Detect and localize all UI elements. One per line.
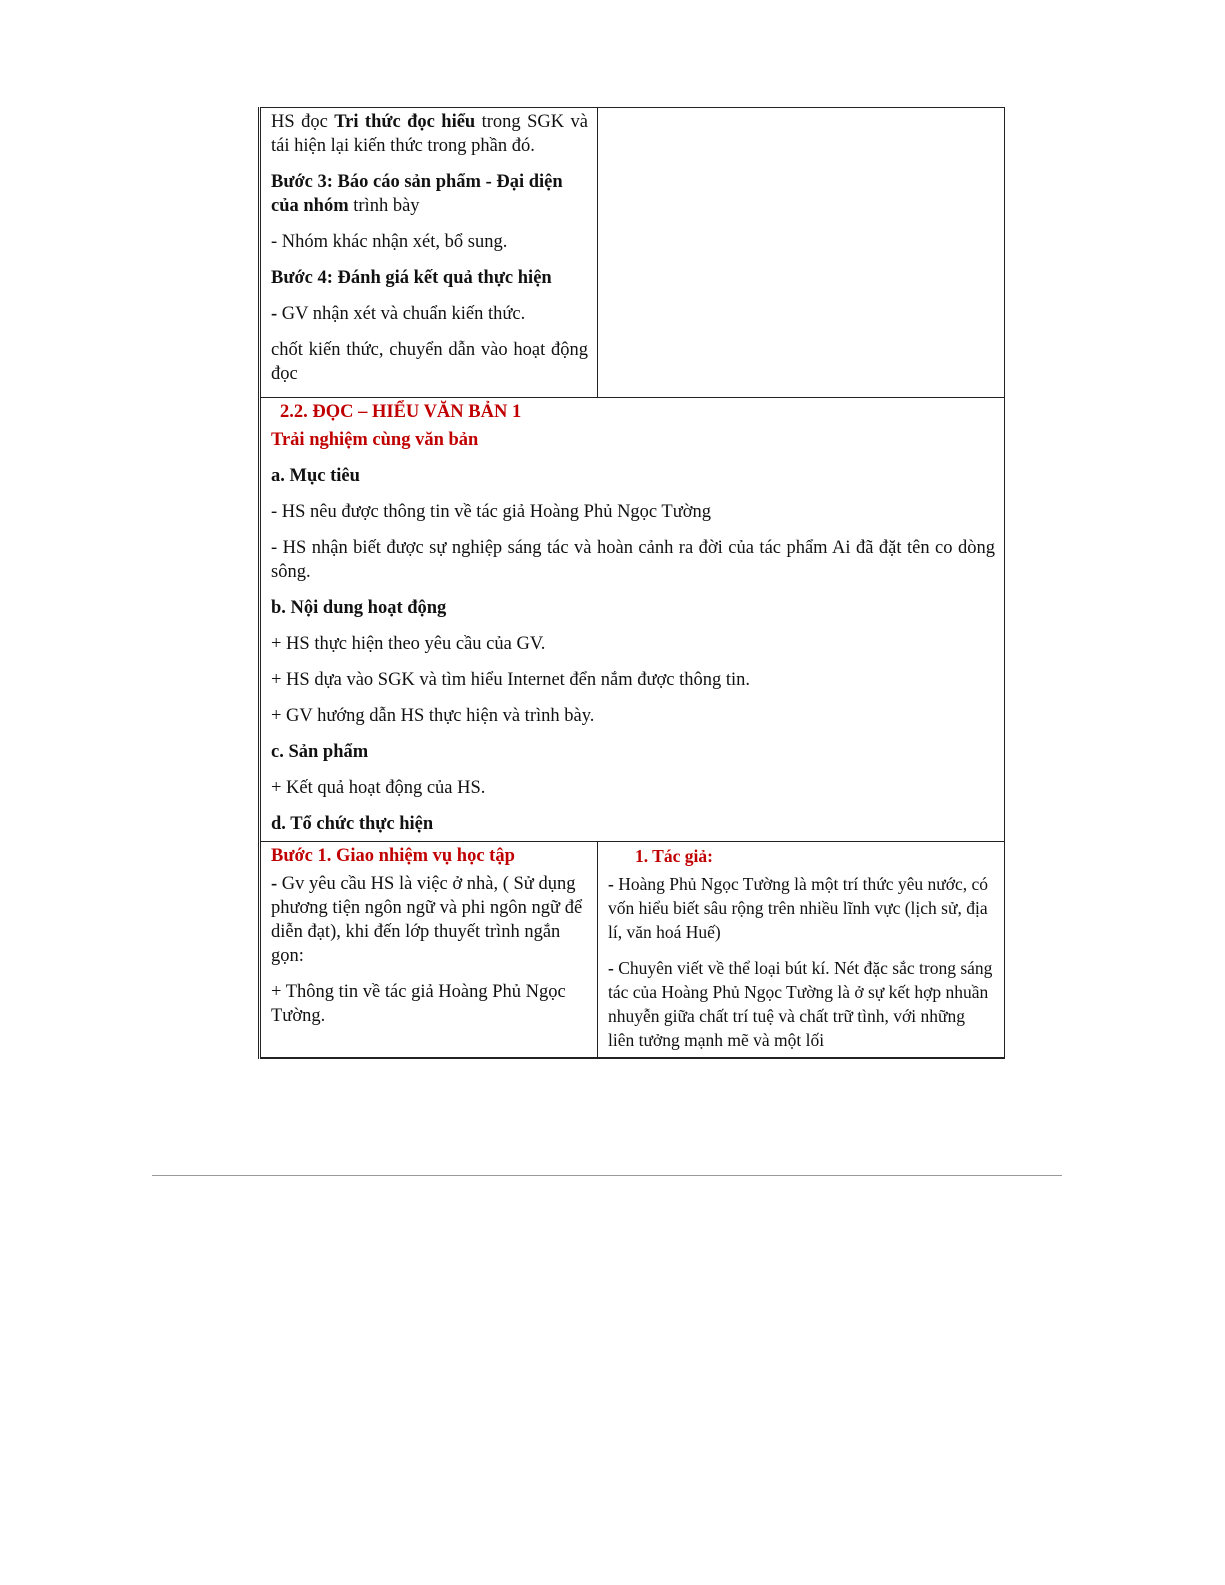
organization-title: d. Tổ chức thực hiện <box>271 814 434 834</box>
section-heading: 2.2. ĐỌC – HIỂU VĂN BẢN 1 <box>280 402 522 422</box>
reading-knowledge-paragraph: HS đọc Tri thức đọc hiểu trong SGK và tái hiện lại kiến thức trong phần đó. <box>271 112 588 156</box>
step-3-note: - Nhóm khác nhận xét, bổ sung. <box>271 232 508 252</box>
table-row <box>260 108 1005 398</box>
result-cell-empty <box>598 108 1005 398</box>
author-paragraph: - Chuyên viết về thể loại bút kí. Nét đặc sắc trong sáng tác của Hoàng Phủ Ngọc Tường là ở sự kết hợp nhuần nhuyễn giữa chất trí tuệ và chất trữ tình, với những liên tưởng mạnh mẽ và một lối <box>608 958 993 1050</box>
activity-cell <box>260 108 598 398</box>
step-4-label: Bước 4: Đánh giá kết quả thực hiện <box>271 268 552 288</box>
lesson-plan-table <box>258 107 1005 1059</box>
author-cell <box>598 842 1005 1059</box>
activity-content-item: + HS dựa vào SGK và tìm hiểu Internet đển nắm được thông tin. <box>271 670 751 690</box>
step-1-title: Bước 1. Giao nhiệm vụ học tập <box>271 846 515 866</box>
objectives-title: a. Mục tiêu <box>271 466 360 486</box>
author-title: 1. Tác giả: <box>635 846 713 866</box>
closing-note: chốt kiến thức, chuyển dẫn vào hoạt động đọc <box>271 340 588 384</box>
activity-content-item: + GV hướng dẫn HS thực hiện và trình bày. <box>271 706 595 726</box>
product-item: + Kết quả hoạt động của HS. <box>271 778 486 798</box>
table-row <box>260 842 1005 1059</box>
step-3-label: Bước 3: Báo cáo sản phẩm - Đại diện của nhóm <box>271 172 563 216</box>
product-title: c. Sản phẩm <box>271 742 369 762</box>
task-item: + Thông tin về tác giả Hoàng Phủ Ngọc Tường. <box>271 982 566 1026</box>
objective-item: - HS nêu được thông tin về tác giả Hoàng Phủ Ngọc Tường <box>271 502 712 522</box>
activity-content-item: + HS thực hiện theo yêu cầu của GV. <box>271 634 546 654</box>
reading-knowledge-term: Tri thức đọc hiểu <box>334 112 476 132</box>
document-page <box>258 107 1005 1059</box>
page-divider <box>152 1175 1062 1176</box>
task-cell <box>260 842 598 1059</box>
step-3-paragraph: Bước 3: Báo cáo sản phẩm - Đại diện của nhóm trình bày <box>271 172 563 216</box>
section-cell <box>260 398 1005 842</box>
task-description: - Gv yêu cầu HS là việc ở nhà, ( Sử dụng phương tiện ngôn ngữ và phi ngôn ngữ để diễn đạt), khi đến lớp thuyết trình ngắn gọn: <box>271 874 583 966</box>
section-subheading: Trải nghiệm cùng văn bản <box>271 430 479 450</box>
activity-content-title: b. Nội dung hoạt động <box>271 598 447 618</box>
step-4-note: - GV nhận xét và chuẩn kiến thức. <box>271 304 526 324</box>
objective-item: - HS nhận biết được sự nghiệp sáng tác và hoàn cảnh ra đời của tác phẩm Ai đã đặt tên co dòng sông. <box>271 538 995 582</box>
table-row <box>260 398 1005 842</box>
author-paragraph: - Hoàng Phủ Ngọc Tường là một trí thức yêu nước, có vốn hiểu biết sâu rộng trên nhiều lĩnh vực (lịch sử, địa lí, văn hoá Huế) <box>608 874 989 942</box>
